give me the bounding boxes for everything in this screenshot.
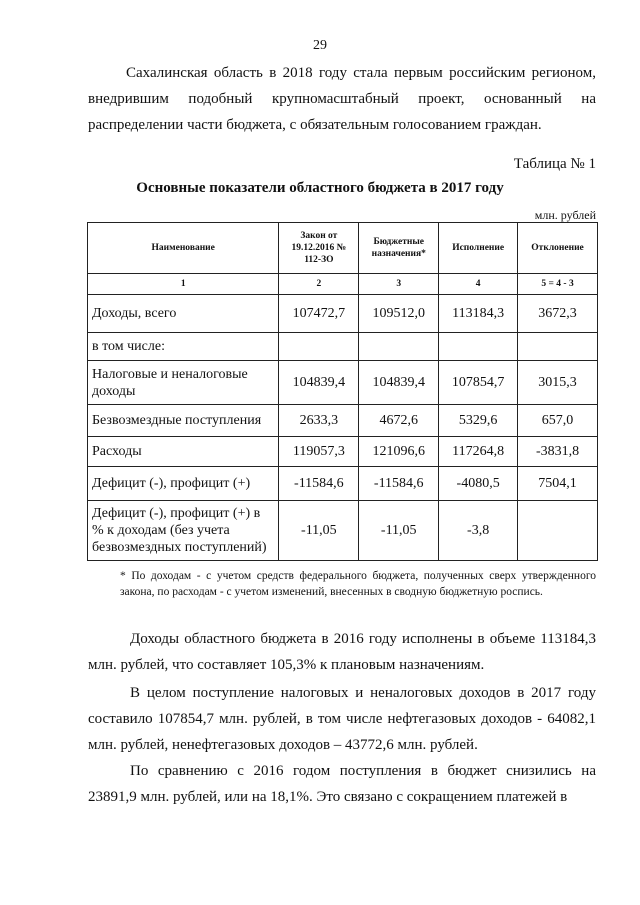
cell-value <box>279 333 359 361</box>
cell-value: 121096,6 <box>359 437 439 467</box>
cell-value: -4080,5 <box>439 467 518 501</box>
cell-value: 5329,6 <box>439 405 518 437</box>
table-header-row <box>88 223 598 274</box>
cell-value: 113184,3 <box>439 295 518 333</box>
cell-value: -3831,8 <box>518 437 598 467</box>
cell-value: 2633,3 <box>279 405 359 437</box>
cell-value: 3015,3 <box>518 361 598 405</box>
header-law: Закон от 19.12.2016 № 112-ЗО <box>279 223 359 274</box>
row-label: Дефицит (-), профицит (+) в % к доходам (без учета безвозмездных поступлений) <box>88 501 279 561</box>
col-number: 3 <box>359 274 439 295</box>
header-execution: Исполнение <box>439 223 518 274</box>
row-label: в том числе: <box>88 333 279 361</box>
cell-value: -11584,6 <box>279 467 359 501</box>
cell-value <box>518 333 598 361</box>
units-label: млн. рублей <box>534 208 596 222</box>
table-row <box>88 501 598 561</box>
cell-value: 107472,7 <box>279 295 359 333</box>
cell-value: -3,8 <box>439 501 518 561</box>
header-assigned: Бюджетные назначения* <box>359 223 439 274</box>
page-number: 29 <box>313 38 327 53</box>
cell-value: -11,05 <box>359 501 439 561</box>
row-label: Расходы <box>88 437 279 467</box>
col-number: 2 <box>279 274 359 295</box>
col-number: 1 <box>88 274 279 295</box>
cell-value: -11,05 <box>279 501 359 561</box>
header-name: Наименование <box>88 223 279 274</box>
cell-value: 117264,8 <box>439 437 518 467</box>
cell-value: 119057,3 <box>279 437 359 467</box>
cell-value: 107854,7 <box>439 361 518 405</box>
row-label: Налоговые и неналоговые доходы <box>88 361 279 405</box>
row-label: Дефицит (-), профицит (+) <box>88 467 279 501</box>
table-row <box>88 405 598 437</box>
col-number: 4 <box>439 274 518 295</box>
table-title: Основные показатели областного бюджета в 2017 году <box>136 180 504 196</box>
table-footnote: * По доходам - с учетом средств федерального бюджета, полученных сверх утвержденного закона, по расходам - с учетом изменений, внесенных в сводную бюджетную роспись. <box>120 570 596 598</box>
table-label: Таблица № 1 <box>513 156 596 172</box>
header-deviation: Отклонение <box>518 223 598 274</box>
row-label: Безвозмездные поступления <box>88 405 279 437</box>
cell-value: 4672,6 <box>359 405 439 437</box>
cell-value: 104839,4 <box>359 361 439 405</box>
cell-value <box>518 501 598 561</box>
cell-value: 3672,3 <box>518 295 598 333</box>
col-number: 5 = 4 - 3 <box>518 274 598 295</box>
table-row <box>88 333 598 361</box>
paragraph: По сравнению с 2016 годом поступления в бюджет снизились на 23891,9 млн. рублей, или на 18,1%. Это связано с сокращением платежей в <box>88 763 596 805</box>
paragraph: В целом поступление налоговых и неналоговых доходов в 2017 году составило 107854,7 млн. рублей, в том числе нефтегазовых доходов - 64082,1 млн. рублей, ненефтегазовых доходов – 43772,6 млн. рублей. <box>88 685 596 753</box>
table-row <box>88 437 598 467</box>
table-row <box>88 467 598 501</box>
intro-paragraph: Сахалинская область в 2018 году стала первым российским регионом, внедрившим подобный крупномасштабный проект, основанный на распределении части бюджета, с обязательным голосованием граждан. <box>88 65 596 133</box>
paragraph: Доходы областного бюджета в 2016 году исполнены в объеме 113184,3 млн. рублей, что составляет 105,3% к плановым назначениям. <box>88 631 596 673</box>
column-number-row <box>88 274 598 295</box>
table-row <box>88 295 598 333</box>
cell-value: 657,0 <box>518 405 598 437</box>
table-row <box>88 361 598 405</box>
budget-table <box>87 222 598 561</box>
cell-value: 104839,4 <box>279 361 359 405</box>
cell-value: 7504,1 <box>518 467 598 501</box>
cell-value <box>359 333 439 361</box>
cell-value: 109512,0 <box>359 295 439 333</box>
cell-value <box>439 333 518 361</box>
cell-value: -11584,6 <box>359 467 439 501</box>
row-label: Доходы, всего <box>88 295 279 333</box>
